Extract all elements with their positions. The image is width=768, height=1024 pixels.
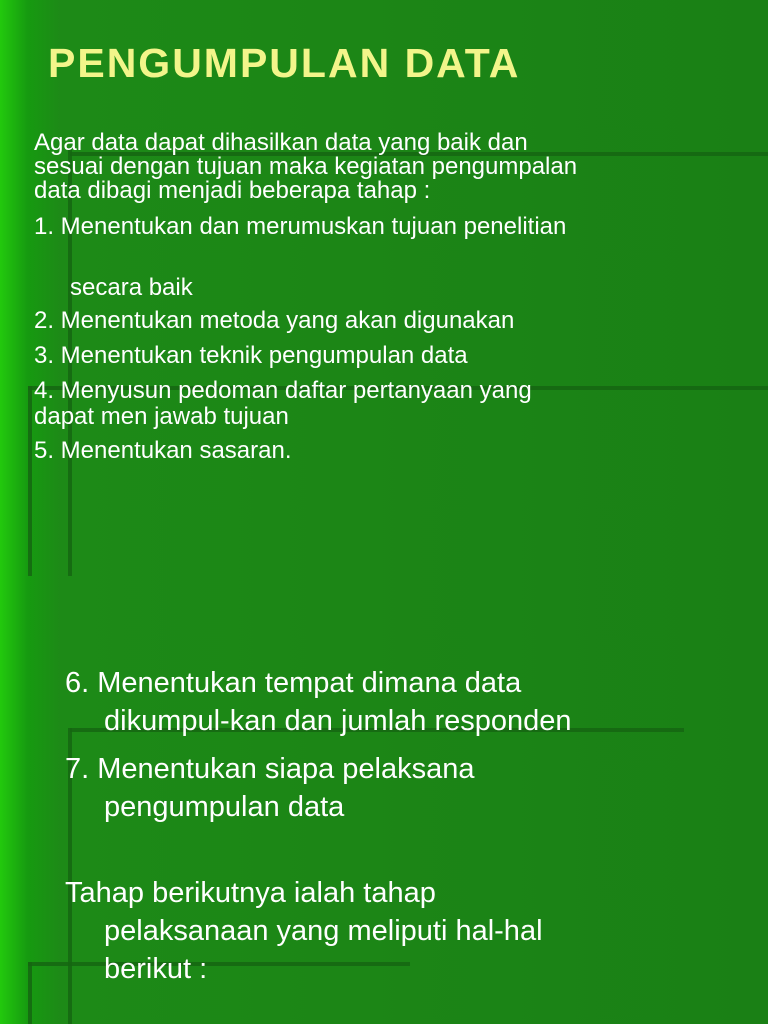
slide-2-body [65,664,755,988]
slide-2 [0,576,768,1024]
slide-1-body [34,131,734,463]
next-stage-text-continued: berikut : [104,953,208,985]
list-item-6-continued: dikumpul-kan dan jumlah responden [104,705,572,737]
list-item-4-continued: dapat men jawab tujuan [34,403,289,430]
decorative-stripe [28,962,32,1024]
list-item-7-continued: pengumpulan data [104,791,345,823]
intro-line: Agar data dapat dihasilkan data yang baik dan [34,129,528,156]
slide-title: PENGUMPULAN DATA [48,40,521,86]
list-item-4: 4. Menyusun pedoman daftar pertanyaan yang [34,377,532,404]
list-item-3: 3. Menentukan teknik pengumpulan data [34,342,468,369]
list-item-7: 7. Menentukan siapa pelaksana [65,753,475,785]
intro-line: data dibagi menjadi beberapa tahap : [34,177,431,204]
list-item-6: 6. Menentukan tempat dimana data [65,667,522,699]
intro-line: sesuai dengan tujuan maka kegiatan pengumpalan [34,153,578,180]
next-stage-text-continued: pelaksanaan yang meliputi hal-hal [104,915,543,947]
next-stage-text: Tahap berikutnya ialah tahap [65,877,436,909]
list-item-1: 1. Menentukan dan merumuskan tujuan penelitian [34,213,567,240]
list-item-2: 2. Menentukan metoda yang akan digunakan [34,307,515,334]
list-item-5: 5. Menentukan sasaran. [34,437,292,464]
list-item-1-continued: secara baik [70,274,193,301]
decorative-stripe [28,386,32,576]
